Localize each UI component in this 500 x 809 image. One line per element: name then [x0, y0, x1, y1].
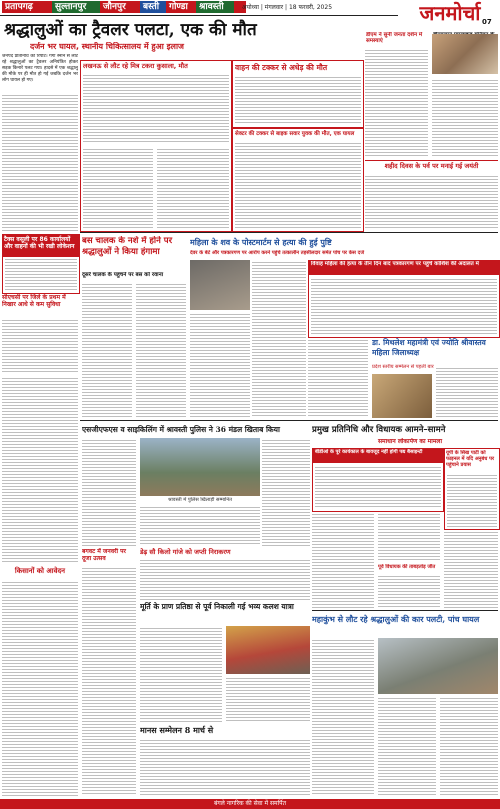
mahila-box-text — [311, 277, 497, 335]
bottom-note: बंगले नागरिक की सेवा में समर्पित — [213, 800, 286, 807]
mid-box-text-3 — [157, 147, 229, 229]
return-col-2 — [378, 696, 436, 796]
mahila-col-2 — [308, 338, 368, 418]
award-sub: प्रदेश स्तरीय सम्मेलन से पहली बार — [372, 364, 434, 370]
meeting-box — [312, 448, 444, 512]
murti-headline: मूर्ति के प्राण प्रतिष्ठा से पूर्व निकाली गई भव्य कलश यात्रा — [140, 602, 294, 611]
top-right-box-text — [365, 174, 498, 230]
bus-col-1 — [82, 282, 132, 418]
sports-col-1 — [82, 438, 136, 546]
right-box-2-text — [235, 141, 361, 229]
nav-city-5[interactable]: गोण्डा — [166, 1, 200, 13]
page-number: 07 — [482, 18, 492, 26]
left-box-1 — [2, 234, 80, 294]
mahila-subhead: देवर के बेटे और पत्रकारगण पर आरोप करने पहुंचे तत्कालीन तहसीलदार समेत पांच पर केस दर्ज — [190, 250, 365, 256]
lead-right-box-2 — [232, 128, 364, 232]
right-box-2-head: सेक्टर की टक्कर से बाइक सवार युवक की मौत, एक घायल — [235, 131, 355, 137]
left-box-3-head: किसानों को आवेदन — [14, 567, 66, 575]
dateline: अयोध्या | मंगलवार | 18 फरवरी, 2025 — [242, 4, 333, 11]
sports-photo — [140, 438, 260, 496]
meeting-right-box — [444, 448, 500, 530]
masthead-logo: जनमोर्चा — [419, 1, 481, 25]
lead-headline: श्रद्धालुओं का ट्रैवलर पलटा, एक की मौत — [4, 20, 257, 40]
nav-city-3[interactable]: जौनपुर — [100, 1, 144, 13]
meeting-right-box-text — [447, 473, 497, 527]
dog-text — [140, 558, 310, 600]
bus-headline: बस चालक के नशे में होने पर श्रद्धालुओं ने किया हंगामा — [82, 236, 173, 257]
mahila-col-0 — [190, 312, 250, 418]
manas-text — [140, 738, 310, 796]
left-col-text-2 — [2, 580, 78, 796]
left-box-1-text — [5, 257, 77, 291]
mid-box-text — [83, 73, 229, 143]
sports-col-2 — [140, 505, 260, 545]
murti-col-1 — [140, 626, 222, 722]
meeting-right-box-head: यूपी के सिख पार्टी को फाइनल में यदि अनुबंध पर पहुंचाने प्रयास — [446, 450, 494, 468]
meeting-sub: समाधान लोकार्पण का मामला — [377, 438, 443, 445]
mahila-photo — [190, 260, 250, 310]
left-box-2-text — [2, 318, 78, 374]
sports-col-3 — [262, 438, 310, 546]
left-box-2 — [2, 294, 78, 374]
lead-col-1-text: जनपद प्रतिनिधि की रिपोर्ट। गंगा स्नान से लौट रहे श्रद्धालुओं का ट्रैवलर अनियंत्रित होकर सड़क किनारे पलट गया। हादसे में एक श्रद्धालु की मौके पर ही मौत हो गई जबकि दर्जन भर लोग घायल हो गए। — [2, 54, 78, 94]
return-headline: महाकुंभ से लौट रहे श्रद्धालुओं की कार पलटी, पांच घायल — [312, 614, 480, 624]
meeting-col-4 — [444, 530, 498, 608]
bus-subhead: दूसरे चालक के पहुंचने पर बस को रवाना — [82, 272, 164, 278]
top-right-box-head: शहीद दिवस के पर्व पर मनाई गई जयंती — [384, 162, 479, 170]
sports-headline: एसजीएफएस व साइकिलिंग में श्रावस्ती पुलिस ने 36 मंडल खिताब किया — [82, 425, 280, 434]
left-col-text — [2, 376, 78, 564]
return-col-1 — [312, 638, 374, 796]
lead-mid-box — [80, 60, 232, 232]
sports-photo-caption: श्रावस्ती में पुलिस खिलाड़ी सम्मानित — [167, 497, 233, 503]
bandar-text — [82, 566, 136, 796]
manas-headline: मानस सम्मेलन 8 मार्च से — [140, 725, 214, 735]
bottom-strip — [0, 799, 500, 809]
nav-city-2[interactable]: सुल्तानपुर — [52, 1, 104, 13]
award-photo — [372, 374, 432, 418]
meeting-col-3 — [378, 574, 440, 608]
left-box-1-head: टैक्स वसूली पर 86 कार्यालयों और वाहनों की भी रखी लोकेशन — [3, 235, 80, 257]
nav-city-1[interactable]: प्रतापगढ़ — [2, 1, 56, 13]
meeting-col-1 — [312, 512, 374, 608]
return-col-3 — [440, 696, 498, 796]
lead-subhead: दर्जन भर घायल, स्थानीय चिकित्सालय में हुआ इलाज — [30, 42, 184, 51]
meeting-box-sub: पूर्व विधायक की ताबड़तोड़ जीत — [378, 564, 436, 570]
top-right-sub: डीएम ने सुनी जनता दर्शन में समस्याएं — [366, 32, 423, 44]
top-right-photo — [432, 34, 498, 74]
meeting-box-head: बीडीओ के पूरे कार्यकाल के बावजूद नहीं होगी पद्य बैसाइन्टी — [313, 449, 444, 463]
mahila-box — [308, 260, 500, 338]
top-right-box — [365, 160, 498, 173]
mahila-headline: महिला के शव के पोस्टमार्टम से हत्या की हुई पुष्टि — [190, 237, 332, 247]
murti-photo — [226, 626, 310, 674]
mahila-col-1 — [252, 260, 306, 418]
murti-col-2 — [226, 676, 310, 722]
top-right-col-1 — [365, 48, 428, 158]
bus-col-2 — [136, 282, 186, 418]
mid-box-head: लखनऊ से लौट रहे मित्र टकरा कुसाला, मौत — [83, 62, 188, 70]
meeting-col-2 — [378, 512, 440, 562]
left-box-2-head: सीएचसी पर जिले के प्रथम में निखार आधे से कम सुविधा — [2, 294, 66, 308]
nav-city-4[interactable]: बस्ती — [140, 1, 170, 13]
mahila-box-head: विवाह महिला की हत्या के तीन दिन बाद पत्रकारगण पर पहुंचे कोशिश की अदालत में — [309, 261, 500, 275]
left-box-3 — [2, 566, 78, 578]
award-headline: डा. मिथलेश महामंत्री एवं ज्योति श्रीवास्तव महिला जिलाध्यक्ष — [372, 338, 486, 357]
dog-headline: डेढ़ सौ किलो गांजे को जप्ती निराकरण — [140, 548, 231, 556]
mid-box-text-2 — [83, 147, 153, 229]
nav-city-6[interactable]: श्रावस्ती — [196, 1, 238, 13]
lead-right-box — [232, 60, 364, 128]
top-right-col-2 — [432, 78, 498, 158]
meeting-box-text — [315, 465, 441, 509]
award-col-2 — [436, 366, 498, 418]
right-box-text — [235, 75, 361, 125]
meeting-headline: प्रमुख प्रतिनिधि और विधायक आमने–सामने — [312, 425, 446, 435]
return-photo — [378, 638, 498, 694]
right-box-head: वाहन की टक्कर से अधेड़ की मौत — [235, 63, 328, 72]
bandar-headline: बगवट में जनवरी पर दूजा उत्सव — [82, 548, 127, 562]
